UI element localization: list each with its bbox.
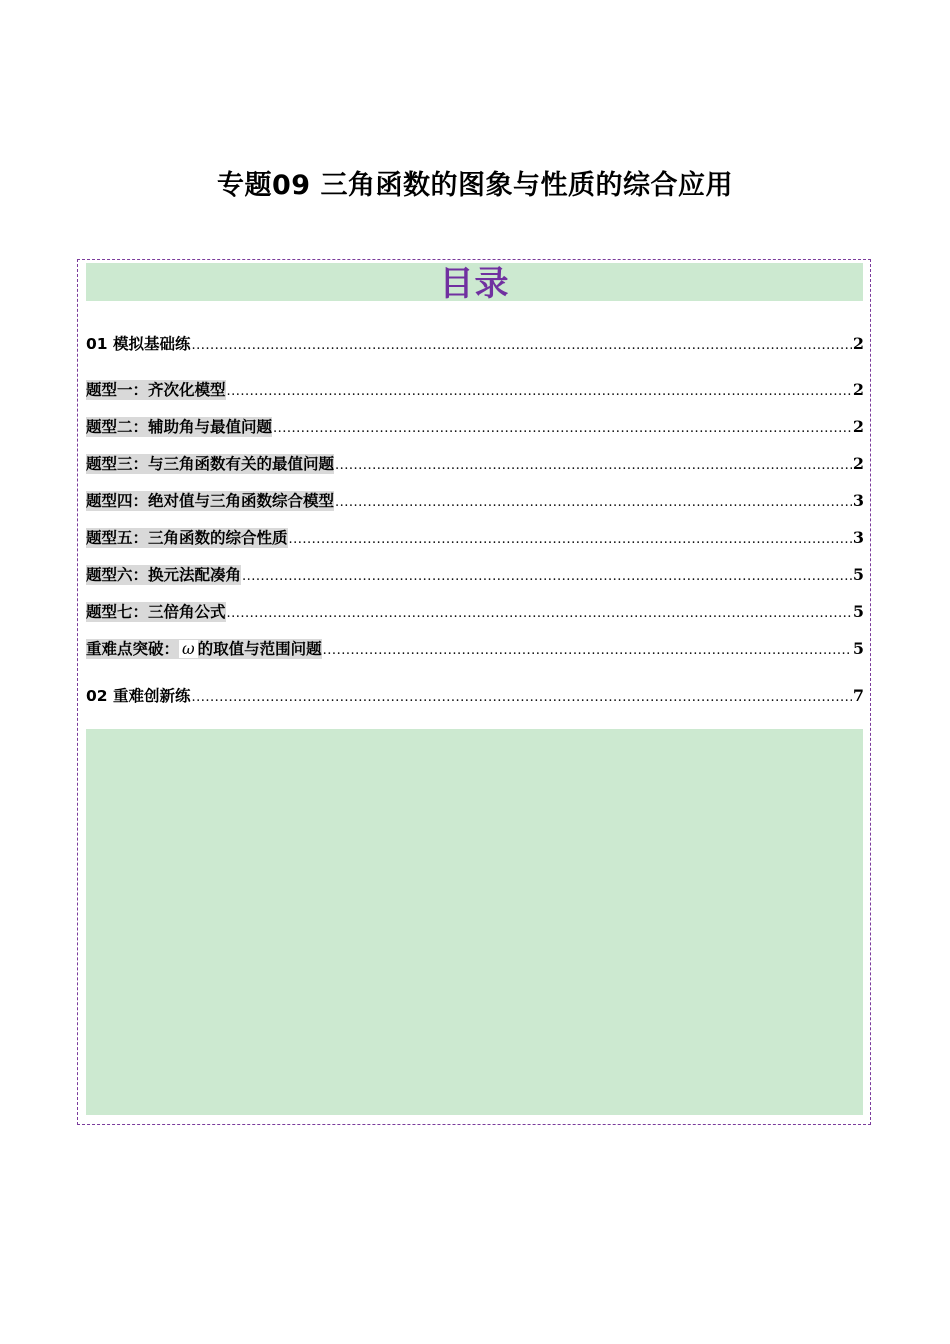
toc-entry-type-4[interactable] — [86, 489, 864, 511]
toc-entry-type-5[interactable] — [86, 526, 864, 548]
toc-leader-dots — [242, 569, 852, 585]
toc-leader-dots — [191, 690, 851, 706]
toc-header-text: 目录 — [439, 264, 510, 304]
table-of-contents — [77, 259, 871, 1125]
toc-entry-label: 题型二：辅助角与最值问题 — [86, 418, 273, 436]
toc-entry-label: 题型四：绝对值与三角函数综合模型 — [86, 492, 335, 510]
toc-page-number: 5 — [852, 565, 864, 584]
toc-leader-dots — [335, 458, 852, 474]
toc-leader-dots — [227, 384, 852, 400]
toc-leader-dots — [323, 643, 852, 659]
toc-page-number: 7 — [852, 686, 864, 705]
toc-leader-dots — [335, 495, 852, 511]
toc-entry-type-3[interactable] — [86, 452, 864, 474]
toc-entry-label-suffix: 的取值与范围问题 — [197, 640, 322, 658]
toc-leader-dots — [289, 532, 852, 548]
green-content-panel — [86, 729, 863, 1115]
toc-entry-label: 题型一：齐次化模型 — [86, 381, 226, 399]
toc-entry-type-6[interactable] — [86, 563, 864, 585]
toc-header — [86, 263, 863, 304]
toc-page-number: 5 — [852, 602, 864, 621]
toc-page-number: 5 — [852, 639, 864, 658]
toc-entry-label-prefix: 重难点突破： — [86, 640, 180, 658]
toc-entry-innovation-practice[interactable] — [86, 684, 864, 706]
toc-entry-type-7[interactable] — [86, 600, 864, 622]
omega-symbol: ω — [179, 640, 198, 658]
toc-entry-basic-practice[interactable] — [86, 332, 864, 354]
toc-page-number: 2 — [852, 417, 864, 436]
document-title: 专题09 三角函数的图象与性质的综合应用 — [217, 170, 733, 201]
toc-entry-label — [86, 639, 322, 659]
toc-entry-label: 题型三：与三角函数有关的最值问题 — [86, 455, 335, 473]
toc-leader-dots — [227, 606, 852, 622]
toc-page-number: 2 — [852, 380, 864, 399]
toc-leader-dots — [273, 421, 852, 437]
toc-page-number: 2 — [852, 334, 864, 353]
toc-entry-label: 题型六：换元法配凑角 — [86, 566, 242, 584]
toc-entry-label: 题型五：三角函数的综合性质 — [86, 529, 288, 547]
toc-page-number: 3 — [852, 528, 864, 547]
toc-page-number: 3 — [852, 491, 864, 510]
toc-entry-label: 02 重难创新练 — [86, 687, 191, 705]
toc-page-number: 2 — [852, 454, 864, 473]
toc-entry-label: 题型七：三倍角公式 — [86, 603, 226, 621]
toc-entry-label: 01 模拟基础练 — [86, 335, 191, 353]
toc-entry-type-2[interactable] — [86, 415, 864, 437]
toc-entry-type-1[interactable] — [86, 378, 864, 400]
toc-leader-dots — [191, 338, 851, 354]
toc-entry-key-difficulty[interactable] — [86, 637, 864, 659]
